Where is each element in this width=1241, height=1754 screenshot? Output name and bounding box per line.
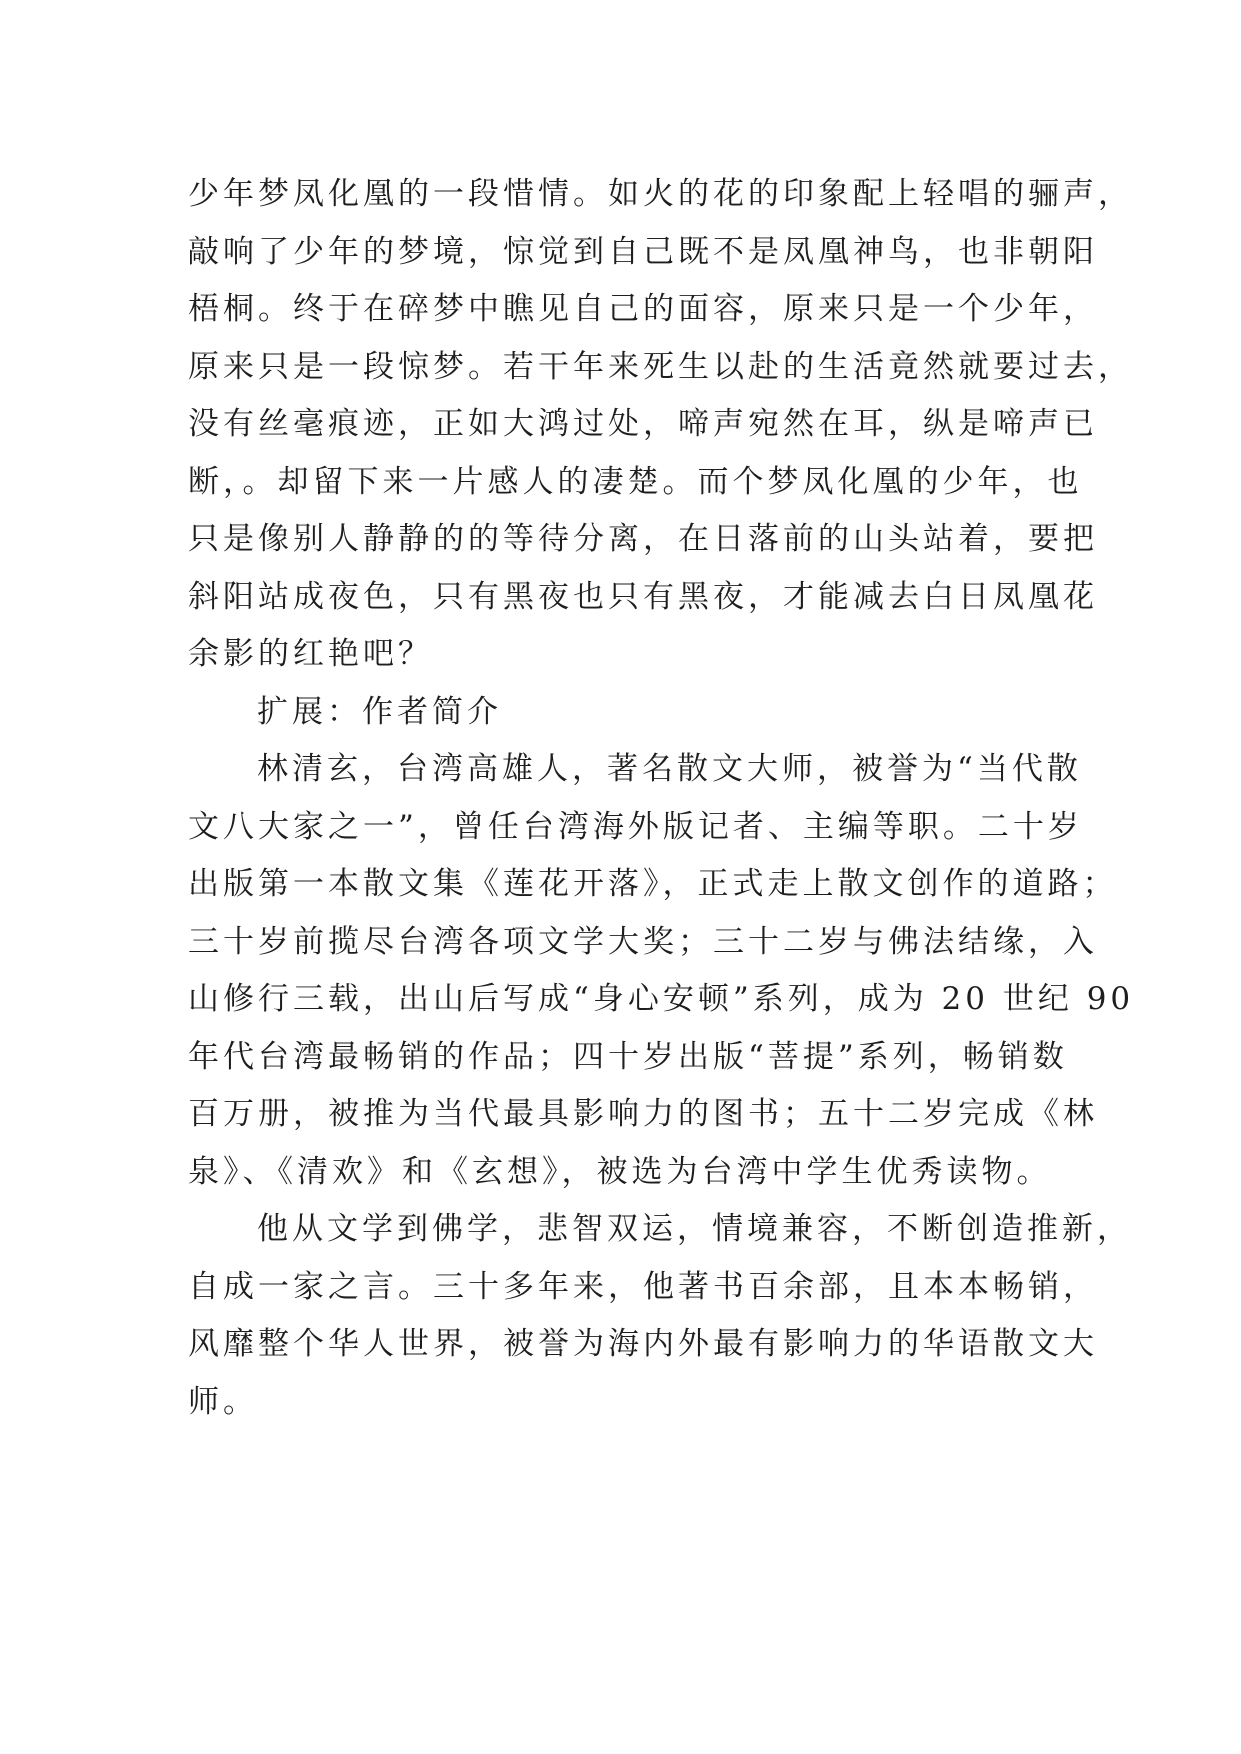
text-line: 林清玄，台湾高雄人，著名散文大师，被誉为“当代散: [257, 751, 1082, 787]
text-line: 余影的红艳吧？: [188, 636, 433, 672]
text-line: 扩展：作者简介: [257, 693, 502, 730]
text-line: 只是像别人静静的的等待分离，在日落前的山头站着，要把: [188, 521, 1098, 557]
paragraph: [188, 741, 1135, 1201]
text-line: 斜阳站成夜色，只有黑夜也只有黑夜，才能减去白日凤凰花: [188, 578, 1098, 615]
text-line: 风靡整个华人世界，被誉为海内外最有影响力的华语散文大: [188, 1326, 1098, 1362]
text-line: 梧桐。终于在碎梦中瞧见自己的面容，原来只是一个少年，: [188, 291, 1098, 327]
text-line: 少年梦凤化凰的一段惜情。如火的花的印象配上轻唱的骊声，: [188, 176, 1133, 212]
text-line: 百万册，被推为当代最具影响力的图书；五十二岁完成《林: [188, 1096, 1098, 1132]
text-line: 三十岁前揽尽台湾各项文学大奖；三十二岁与佛法结缘，入: [188, 923, 1098, 960]
paragraph: [188, 166, 1133, 684]
text-line: 原来只是一段惊梦。若干年来死生以赴的生活竟然就要过去，: [188, 348, 1133, 385]
text-line: 敲响了少年的梦境，惊觉到自己既不是凤凰神鸟，也非朝阳: [188, 233, 1098, 270]
text-line: 师。: [188, 1383, 258, 1420]
text-line: 山修行三载，出山后写成“身心安顿”系列，成为 20 世纪 90: [188, 981, 1135, 1017]
text-line: 自成一家之言。三十多年来，他著书百余部，且本本畅销，: [188, 1268, 1098, 1305]
text-line: 泉》、《清欢》和《玄想》，被选为台湾中学生优秀读物。: [188, 1153, 1052, 1190]
text-line: 没有丝毫痕迹，正如大鸿过处，啼声宛然在耳，纵是啼声已: [188, 406, 1098, 442]
text-line: 断，。却留下来一片感人的凄楚。而个梦凤化凰的少年，也: [188, 463, 1083, 500]
text-line: 年代台湾最畅销的作品；四十岁出版“菩提”系列，畅销数: [188, 1038, 1068, 1075]
text-line: 他从文学到佛学，悲智双运，情境兼容，不断创造推新，: [257, 1211, 1132, 1247]
text-line: 出版第一本散文集《莲花开落》，正式走上散文创作的道路；: [188, 866, 1118, 902]
text-line: 文八大家之一”，曾任台湾海外版记者、主编等职。二十岁: [188, 808, 1083, 845]
paragraph: [188, 1201, 1132, 1431]
document-body: [188, 166, 1135, 1431]
paragraph: [188, 684, 1088, 742]
